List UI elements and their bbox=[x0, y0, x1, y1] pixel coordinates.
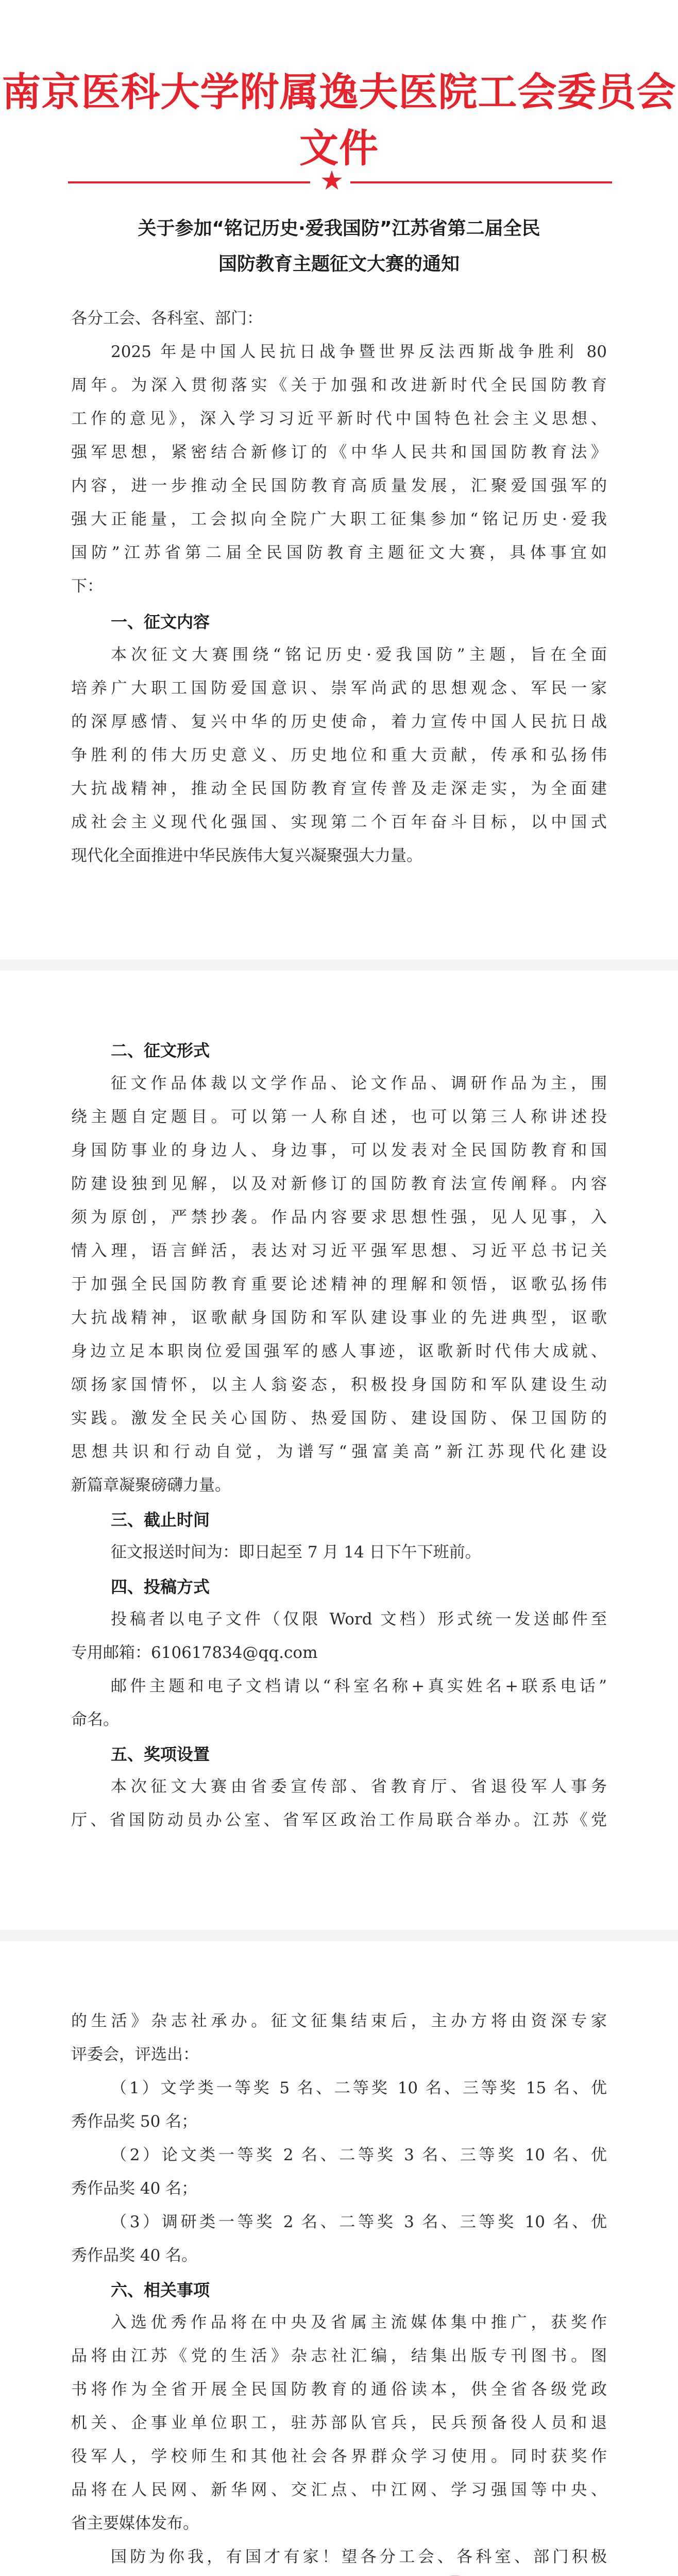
body-line: 现代化全面推进中华民族伟大复兴凝聚强大力量。 bbox=[71, 846, 422, 865]
award-line: 秀作品奖 50 名； bbox=[71, 2112, 198, 2131]
body-line: 品将由江苏《党的生活》杂志社汇编，结集出版专刊图书。图 bbox=[71, 2347, 607, 2365]
body-line: 新篇章凝聚磅礴力量。 bbox=[71, 1476, 231, 1495]
body-line: 实践。激发全民关心国防、热爱国防、建设国防、保卫国防的 bbox=[71, 1409, 607, 1428]
red-divider-right bbox=[350, 181, 612, 183]
body-line: 命名。 bbox=[71, 1710, 119, 1729]
section-2-heading: 二、征文形式 bbox=[111, 1041, 210, 1060]
body-line: 邮件主题和电子文档请以“科室名称+真实姓名+联系电话” bbox=[111, 1677, 607, 1696]
body-line: 国防”江苏省第二届全民国防教育主题征文大赛，具体事宜如 bbox=[71, 544, 607, 562]
section-6-heading: 六、相关事项 bbox=[111, 2280, 210, 2300]
body-line: 大抗战精神，推动全民国防教育宣传普及走深走实，为全面建 bbox=[71, 779, 607, 798]
award-line: （1）文学类一等奖 5 名、二等奖 10 名、三等奖 15 名、优 bbox=[111, 2079, 607, 2097]
document-page-1 bbox=[0, 0, 678, 959]
body-line: 下： bbox=[71, 577, 103, 596]
body-line: 身边立足本职岗位爱国强军的感人事迹，讴歌新时代伟大成就、 bbox=[71, 1342, 607, 1361]
document-page-3 bbox=[0, 1941, 678, 2576]
body-line: 颂扬家国情怀，以主人翁姿态，积极投身国防和军队建设生动 bbox=[71, 1376, 607, 1394]
body-line: 争胜利的伟大历史意义、历史地位和重大贡献，传承和弘扬伟 bbox=[71, 746, 607, 765]
section-3-heading: 三、截止时间 bbox=[111, 1510, 210, 1530]
body-line: 本次征文大赛围绕“铭记历史·爱我国防”主题，旨在全面 bbox=[111, 646, 607, 664]
section-1-heading: 一、征文内容 bbox=[111, 612, 210, 632]
official-seal bbox=[380, 2571, 530, 2576]
red-divider-left bbox=[68, 181, 310, 183]
notice-title-line-2: 国防教育主题征文大赛的通知 bbox=[218, 253, 460, 275]
body-line: 入选优秀作品将在中央及省属主流媒体集中推广，获奖作 bbox=[111, 2313, 607, 2332]
body-line: 国防为你我，有国才有家！望各分工会、各科室、部门积极 bbox=[111, 2548, 607, 2566]
body-line: 身国防事业的身边人、身边事，可以发表对全民国防教育和国 bbox=[71, 1141, 607, 1160]
body-line: 防建设独到见解，以及对新修订的国防教育法宣传阐释。内容 bbox=[71, 1175, 607, 1193]
award-line: 秀作品奖 40 名。 bbox=[71, 2246, 198, 2265]
body-line: 强军思想，紧密结合新修订的《中华人民共和国国防教育法》 bbox=[71, 443, 607, 462]
body-line: 绕主题自定题目。可以第一人称自述，也可以第三人称讲述投 bbox=[71, 1108, 607, 1126]
notice-title-line-1: 关于参加“铭记历史·爱我国防”江苏省第二届全民 bbox=[138, 218, 540, 239]
org-document-title: 南京医科大学附属逸夫医院工会委员会文件 bbox=[2, 69, 676, 171]
body-line: 评委会，评选出： bbox=[71, 2045, 199, 2064]
body-line: 情入理，语言鲜活，表达对习近平强军思想、习近平总书记关 bbox=[71, 1242, 607, 1260]
section-4-heading: 四、投稿方式 bbox=[111, 1577, 210, 1597]
body-line: 工作的意见》，深入学习习近平新时代中国特色社会主义思想、 bbox=[71, 410, 607, 428]
body-line: 强大正能量，工会拟向全院广大职工征集参加“铭记历史·爱我 bbox=[71, 510, 607, 529]
submission-email[interactable]: 专用邮箱：610617834@qq.com bbox=[71, 1643, 318, 1662]
document-page-2 bbox=[0, 971, 678, 1930]
star-icon: ★ bbox=[319, 165, 344, 196]
body-line: 的深厚感情、复兴中华的历史使命，着力宣传中国人民抗日战 bbox=[71, 713, 607, 731]
body-line: 的生活》杂志社承办。征文征集结束后，主办方将由资深专家 bbox=[71, 2012, 607, 2030]
body-line: 于加强全民国防教育重要论述精神的理解和领悟，讴歌弘扬伟 bbox=[71, 1275, 607, 1294]
body-line: 品将在人民网、新华网、交汇点、中江网、学习强国等中央、 bbox=[71, 2481, 607, 2499]
body-line: 培养广大职工国防爱国意识、崇军尚武的思想观念、军民一家 bbox=[71, 679, 607, 698]
award-line: （2）论文类一等奖 2 名、二等奖 3 名、三等奖 10 名、优 bbox=[111, 2146, 607, 2164]
award-line: （3）调研类一等奖 2 名、二等奖 3 名、三等奖 10 名、优 bbox=[111, 2213, 607, 2231]
body-line: 成社会主义现代化强国、实现第二个百年奋斗目标，以中国式 bbox=[71, 813, 607, 832]
body-line: 本次征文大赛由省委宣传部、省教育厅、省退役军人事务 bbox=[111, 1777, 607, 1796]
body-line: 书将作为全省开展全民国防教育的通俗读本，供全省各级党政 bbox=[71, 2380, 607, 2399]
body-line: 2025 年是中国人民抗日战争暨世界反法西斯战争胜利 80 bbox=[111, 343, 607, 361]
body-line: 内容，进一步推动全民国防教育高质量发展，汇聚爱国强军的 bbox=[71, 477, 607, 495]
body-line: 周年。为深入贯彻落实《关于加强和改进新时代全民国防教育 bbox=[71, 376, 607, 395]
body-line: 役军人，学校师生和其他社会各界群众学习使用。同时获奖作 bbox=[71, 2447, 607, 2466]
body-line: 省主要媒体发布。 bbox=[71, 2514, 199, 2533]
body-line: 须为原创，严禁抄袭。作品内容要求思想性强，见人见事，入 bbox=[71, 1208, 607, 1227]
salutation: 各分工会、各科室、部门： bbox=[71, 309, 263, 328]
body-line: 思想共识和行动自觉，为谱写“强富美高”新江苏现代化建设 bbox=[71, 1443, 607, 1461]
body-line: 投稿者以电子文件（仅限 Word 文档）形式统一发送邮件至 bbox=[111, 1610, 607, 1629]
body-line: 机关、企事业单位职工，驻苏部队官兵，民兵预备役人员和退 bbox=[71, 2414, 607, 2432]
deadline-text: 征文报送时间为：即日起至 7 月 14 日下午下班前。 bbox=[111, 1543, 481, 1562]
body-line: 大抗战精神，讴歌献身国防和军队建设事业的先进典型，讴歌 bbox=[71, 1309, 607, 1327]
section-5-heading: 五、奖项设置 bbox=[111, 1744, 210, 1764]
body-line: 厅、省国防动员办公室、省军区政治工作局联合举办。江苏《党 bbox=[71, 1811, 607, 1829]
body-line: 征文作品体裁以文学作品、论文作品、调研作品为主，围 bbox=[111, 1074, 607, 1093]
award-line: 秀作品奖 40 名； bbox=[71, 2179, 198, 2198]
